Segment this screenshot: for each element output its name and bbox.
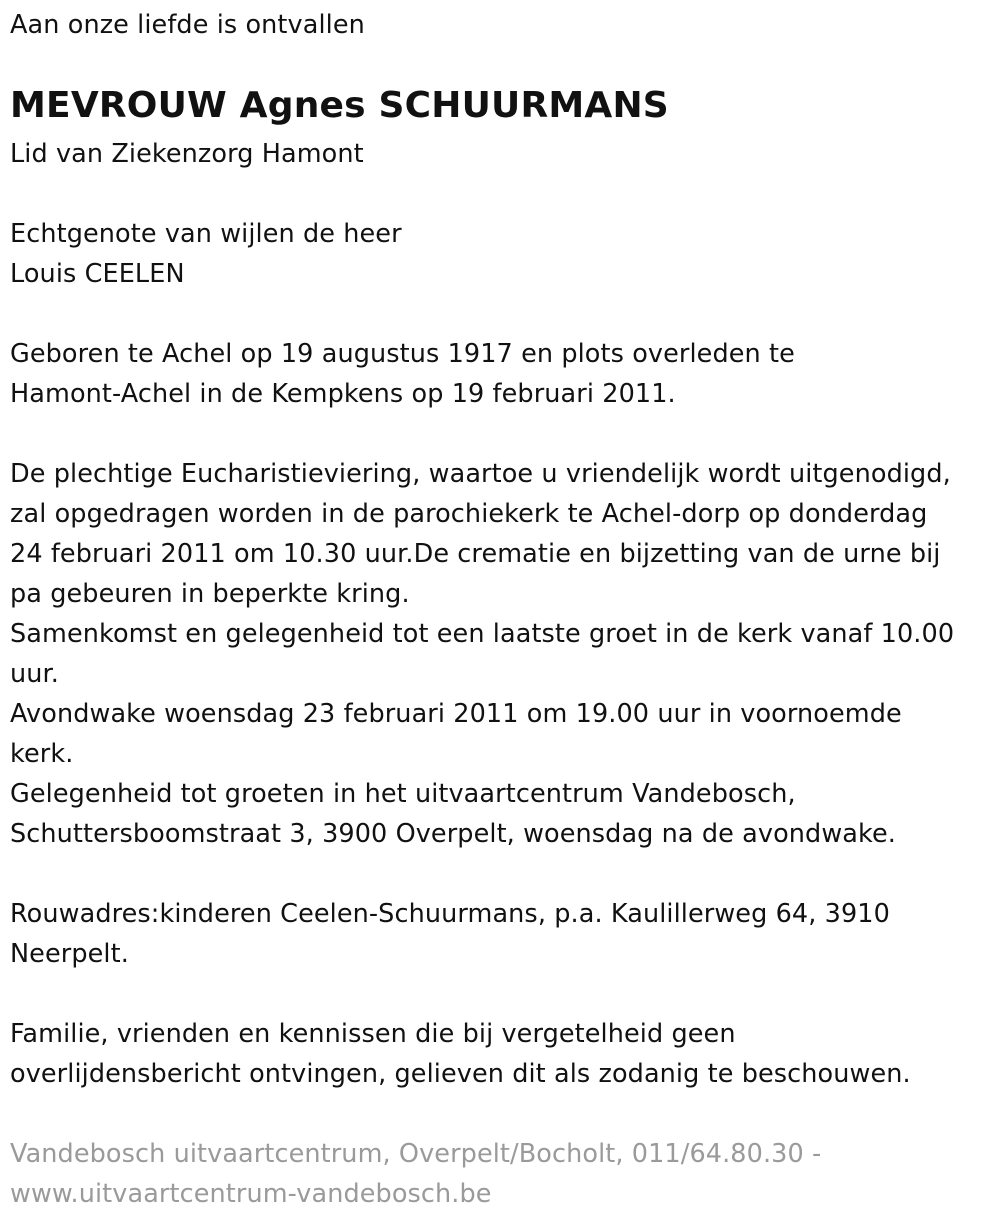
ceremony-line: kerk.: [10, 739, 74, 769]
ceremony-line: Schuttersboomstraat 3, 3900 Overpelt, woensdag na de avondwake.: [10, 819, 896, 849]
ceremony-line: pa gebeuren in beperkte kring.: [10, 579, 410, 609]
funeral-home-footer: [10, 1134, 821, 1214]
ceremony-line: Samenkomst en gelegenheid tot een laatste groet in de kerk vanaf 10.00: [10, 619, 955, 649]
family-note-line: Familie, vrienden en kennissen die bij vergetelheid geen: [10, 1019, 736, 1049]
deceased-name: MEVROUW Agnes SCHUURMANS: [10, 85, 669, 126]
family-note-block: [10, 1014, 911, 1094]
membership-text: Lid van Ziekenzorg Hamont: [10, 139, 364, 169]
birth-death-line: Geboren te Achel op 19 augustus 1917 en plots overleden te: [10, 339, 795, 369]
spouse-block: [10, 214, 402, 294]
mourning-address-line: Rouwadres:kinderen Ceelen-Schuurmans, p.a. Kaulillerweg 64, 3910: [10, 899, 890, 929]
ceremony-block: [10, 454, 954, 854]
mourning-address-block: [10, 894, 890, 974]
ceremony-line: uur.: [10, 659, 59, 689]
birth-death-line: Hamont-Achel in de Kempkens op 19 februari 2011.: [10, 379, 676, 409]
ceremony-line: De plechtige Eucharistieviering, waartoe u vriendelijk wordt uitgenodigd,: [10, 459, 951, 489]
intro-text: Aan onze liefde is ontvallen: [10, 10, 365, 40]
funeral-home-info: Vandebosch uitvaartcentrum, Overpelt/Bocholt, 011/64.80.30 -: [10, 1139, 822, 1169]
family-note-line: overlijdensbericht ontvingen, gelieven dit als zodanig te beschouwen.: [10, 1059, 911, 1089]
membership-block: [10, 134, 364, 174]
ceremony-line: Gelegenheid tot groeten in het uitvaartcentrum Vandebosch,: [10, 779, 796, 809]
ceremony-line: Avondwake woensdag 23 februari 2011 om 19.00 uur in voornoemde: [10, 699, 902, 729]
mourning-address-line: Neerpelt.: [10, 939, 129, 969]
birth-death-block: [10, 334, 795, 414]
spouse-line: Louis CEELEN: [10, 259, 185, 289]
ceremony-line: 24 februari 2011 om 10.30 uur.De crematie en bijzetting van de urne bij: [10, 539, 941, 569]
funeral-home-website: www.uitvaartcentrum-vandebosch.be: [10, 1179, 492, 1209]
ceremony-line: zal opgedragen worden in de parochiekerk te Achel-dorp op donderdag: [10, 499, 928, 529]
spouse-line: Echtgenote van wijlen de heer: [10, 219, 402, 249]
